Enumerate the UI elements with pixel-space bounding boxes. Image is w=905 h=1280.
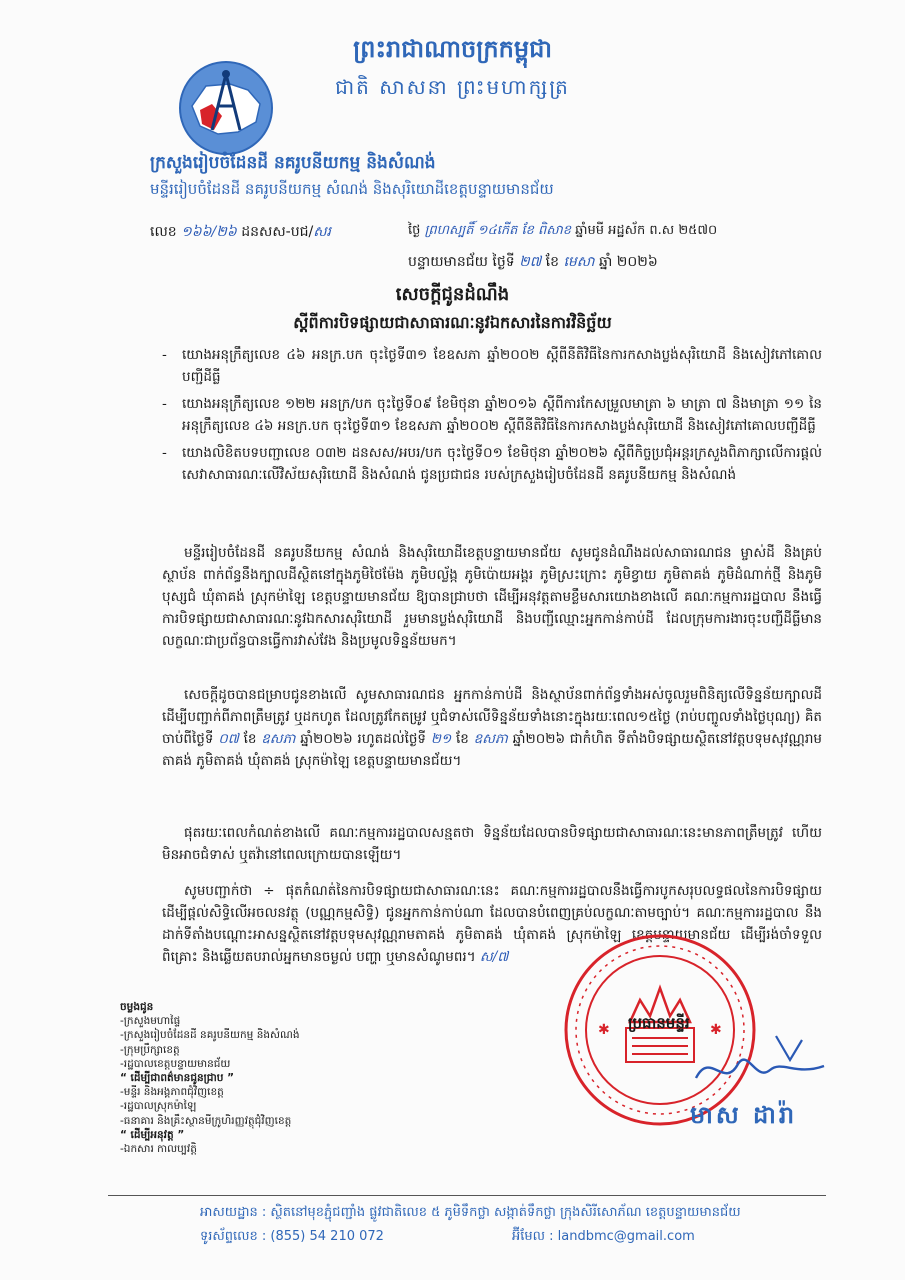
paragraph-notice: មន្ទីររៀបចំដែនដី នគរូបនីយកម្ម សំណង់ និងសុរិយោដីខេត្តបន្ទាយមានជ័យ សូមជូនដំណឹងដល់សាធារណជន ម្ចាស់ដី និងគ្រប់ស្ថាប័ន ពាក់ព័ន្ធនឹងក្បាលដីស្ថិតនៅក្នុងភូមិថៃម៉ែង ភូមិបល្ល័ង្ក ភូមិប៉ោយអង្គរ ភូមិស្រះក្រោះ ភូមិខ្វាយ ភូមិតាគង់ ភូមិដំណាក់ថ្មី និងភូមិបុស្សជំ ឃុំតាគង់ ស្រុកម៉ាឡៃ ខេត្តបន្ទាយមានជ័យ ឱ្យបានជ្រាបថា ដើម្បីអនុវត្តតាមខ្លឹមសារយោងខាងលើ គណៈកម្មការរដ្ឋបាល នឹងធ្វើការបិទផ្សាយជាសាធារណៈនូវឯកសារសុរិយោដី រួមមានប្លង់សុរិយោដី និងបញ្ជីឈ្មោះអ្នកកាន់កាប់ដី ដែលក្រុមការងារចុះបញ្ជីដីធ្លីមានលក្ខណៈជាប្រព័ន្ធបានធ្វើការវាស់វែង និងប្រមូលទិន្នន័យមក។ bbox=[162, 545, 822, 649]
cc-item: -ធនាគារ និងគ្រឹះស្ថានមីក្រូហិរញ្ញវត្ថុជុំវិញខេត្ត bbox=[120, 1114, 292, 1127]
phone-label: ទូរស័ព្ទលេខ : bbox=[200, 1229, 267, 1244]
email-address: landbmc@gmail.com bbox=[557, 1229, 695, 1244]
p2-month-label-2: ខែ bbox=[455, 731, 469, 747]
signer-title: ប្រធានមន្ទីរ bbox=[628, 1014, 690, 1032]
cc-heading-info: “ ដើម្បីជាពត៌មានជូនជ្រាប ” bbox=[120, 1072, 235, 1085]
reference-item-text: យោងអនុក្រឹត្យលេខ ៤៦ អនក្រ.បក ចុះថ្ងៃទី៣១ ខែឧសភា ឆ្នាំ២០០២ ស្តីពីនីតិវិធីនៃការកសាងប្លង់សុរិយោដី និងសៀវភៅគោលបញ្ជីដីធ្លី bbox=[182, 347, 822, 385]
year-label: ឆ្នាំ ២០២៦ bbox=[599, 254, 658, 270]
signature-flourish bbox=[776, 1036, 802, 1060]
day-handwritten: ២៧ bbox=[519, 254, 542, 270]
place-date bbox=[408, 252, 658, 273]
reference-item: - យោងអនុក្រឹត្យលេខ ៤៦ អនក្រ.បក ចុះថ្ងៃទី៣១ ខែឧសភា ឆ្នាំ២០០២ ស្តីពីនីតិវិធីនៃការកសាងប្លង់សុរិយោដី និងសៀវភៅគោលបញ្ជីដីធ្លី bbox=[162, 347, 822, 385]
logo-compass-head bbox=[222, 70, 230, 78]
p2-end-month: ឧសភា bbox=[473, 731, 508, 747]
phone-number: (855) 54 210 072 bbox=[270, 1229, 384, 1244]
signer-name: មាស ដារ៉ា bbox=[690, 1101, 798, 1129]
cc-item: -ក្រសួងរៀបចំដែនដី នគរូបនីយកម្ម និងសំណង់ bbox=[120, 1029, 300, 1042]
p2-start-day: ០៧ bbox=[218, 731, 239, 747]
department-name: មន្ទីររៀបចំដែនដី នគរូបនីយកម្ម សំណង់ និងសុរិយោដីខេត្តបន្ទាយមានជ័យ bbox=[150, 180, 554, 198]
p2-end-day: ២១ bbox=[430, 731, 452, 747]
address-text: ស្ថិតនៅមុខភ្ជុំជញ្ជាំង ផ្លូវជាតិលេខ ៥ ភូមិទឹកថ្លា សង្កាត់ទឹកថ្លា ក្រុងសិរីសោភ័ណ ខេត្តបន្ទាយមានជ័យ bbox=[270, 1205, 741, 1220]
signature-stroke bbox=[696, 1060, 824, 1078]
document-title: សេចក្តីជូនដំណឹង bbox=[395, 284, 510, 305]
p4-text: សូមបញ្ជាក់ថា ÷ ផុតកំណត់នៃការបិទផ្សាយជាសាធារណៈនេះ គណៈកម្មការរដ្ឋបាលនឹងធ្វើការបូកសរុបលទ្ធផលនៃការបិទផ្សាយ ដើម្បីផ្តល់សិទ្ធិលើអចលនវត្ថុ (បណ្ណកម្មសិទ្ធិ) ជូនអ្នកកាន់កាប់ណា ដែលបានបំពេញគ្រប់លក្ខណៈតាមច្បាប់។ គណៈកម្មការរដ្ឋបាល នឹងដាក់ទីតាំងបណ្តោះអាសន្នស្ថិតនៅវត្តបទុមសុវណ្ណរាមតាគង់ ភូមិតាគង់ ឃុំតាគង់ ស្រុកម៉ាឡៃ ខេត្តបន្ទាយមានជ័យ ដើម្បីរង់ចាំទទួលពិគ្រោះ និងឆ្លើយតបរាល់អ្នកមានចម្ងល់ បញ្ហា ឬមានសំណូមពរ។ bbox=[162, 883, 822, 965]
place-prefix: បន្ទាយមានជ័យ ថ្ងៃទី bbox=[408, 254, 515, 270]
reference-item-text: យោងលិខិតបទបញ្ជាលេខ ០៣២ ដនសស/អបរ/បក ចុះថ្ងៃទី០១ ខែមិថុនា ឆ្នាំ២០២៦ ស្តីពីកិច្ចប្រជុំអន្តរក្រសួងពិភាក្សាលើការផ្តល់សេវាសាធារណៈលើវិស័យសុរិយោដី និងសំណង់ ជូនប្រជាជន របស់ក្រសួងរៀបចំដែនដី នគរូបនីយកម្ម និងសំណង់ bbox=[182, 445, 822, 483]
p2-month-label: ខែ bbox=[243, 731, 257, 747]
footer-address bbox=[200, 1204, 741, 1223]
p2-text-b: ឆ្នាំ២០២៦ ជាកំហិត ទីតាំងបិទផ្សាយស្ថិតនៅវត្តបទុមសុវណ្ណរាមតាគង់ ភូមិតាគង់ ឃុំតាគង់ ស្រុកម៉ាឡៃ ខេត្តបន្ទាយមានជ័យ។ bbox=[162, 731, 822, 769]
national-motto: ជាតិ សាសនា ព្រះមហាក្សត្រ bbox=[335, 75, 570, 99]
address-label: អាសយដ្ឋាន : bbox=[200, 1205, 267, 1220]
reference-item: - យោងអនុក្រឹត្យលេខ ១២២ អនក្រ/បក ចុះថ្ងៃទី០៩ ខែមិថុនា ឆ្នាំ២០១៦ ស្តីពីការកែសម្រួលមាត្រា ៦ មាត្រា ៧ និងមាត្រា ១១ នៃអនុក្រឹត្យលេខ ៤៦ អនក្រ.បក ចុះថ្ងៃទី៣១ ខែឧសភា ឆ្នាំ២០០២ ស្តីពីនីតិវិធីនៃការកសាងប្លង់សុរិយោដី និងសៀវភៅគោលបញ្ជីដីធ្លី bbox=[162, 396, 822, 434]
ref-suffix: ដនសស-បជ/ bbox=[241, 224, 314, 240]
cc-item: -ក្រសួងមហាផ្ទៃ bbox=[120, 1015, 181, 1028]
cc-item: -ឯកសារ កាលប្បវត្តិ bbox=[120, 1143, 197, 1156]
lunar-suffix: ឆ្នាំមមី អដ្ឋស័ក ព.ស ២៥៧០ bbox=[575, 223, 718, 238]
footer-divider bbox=[108, 1195, 826, 1196]
reference-number bbox=[150, 222, 331, 243]
ministry-logo bbox=[178, 60, 274, 156]
ref-number-handwritten: ១៦៦/២៦ bbox=[181, 224, 237, 240]
p2-text-a: សេចក្តីដូចបានជម្រាបជូនខាងលើ សូមសាធារណជន អ្នកកាន់កាប់ដី និងស្ថាប័នពាក់ព័ន្ធទាំងអស់ចូលរួមពិនិត្យលើទិន្នន័យក្បាលដី ដើម្បីបញ្ជាក់ពីភាពត្រឹមត្រូវ ឬដកហូត ដែលត្រូវកែតម្រូវ ឬជំទាស់លើទិន្នន័យទាំងនោះក្នុងរយៈពេល១៥ថ្ងៃ (រាប់បញ្ចូលទាំងថ្ងៃបុណ្យ) គិតចាប់ពីថ្ងៃទី bbox=[162, 687, 822, 747]
reference-item-text: យោងអនុក្រឹត្យលេខ ១២២ អនក្រ/បក ចុះថ្ងៃទី០៩ ខែមិថុនា ឆ្នាំ២០១៦ ស្តីពីការកែសម្រួលមាត្រា ៦ មាត្រា ៧ និងមាត្រា ១១ នៃអនុក្រឹត្យលេខ ៤៦ អនក្រ.បក ចុះថ្ងៃទី៣១ ខែឧសភា ឆ្នាំ២០០២ ស្តីពីនីតិវិធីនៃការកសាងប្លង់សុរិយោដី និងសៀវភៅគោលបញ្ជីដីធ្លី bbox=[182, 396, 822, 434]
seal-star-left: ✱ bbox=[598, 1022, 610, 1038]
cc-heading-implement: “ ដើម្បីអនុវត្ត ” bbox=[120, 1128, 185, 1141]
paragraph-deadline: ផុតរយៈពេលកំណត់ខាងលើ គណៈកម្មការរដ្ឋបាលសន្មតថា ទិន្នន័យដែលបានបិទផ្សាយជាសាធារណៈនេះមានភាពត្រឹមត្រូវ ហើយមិនអាចជំទាស់ ឬតវ៉ានៅពេលក្រោយបានឡើយ។ bbox=[162, 825, 822, 863]
references-list bbox=[162, 344, 822, 491]
kingdom-header: ព្រះរាជាណាចក្រកម្ពុជា bbox=[353, 35, 552, 63]
document-subtitle: ស្តីពីការបិទផ្សាយជាសាធារណៈនូវឯកសារនៃការវិនិច្ឆ័យ bbox=[293, 313, 612, 332]
ref-suffix-handwritten: សរ bbox=[313, 224, 331, 240]
p2-start-month: ឧសភា bbox=[261, 731, 296, 747]
paragraph-inspection-period bbox=[162, 684, 822, 772]
lunar-date bbox=[408, 222, 717, 241]
reference-item: - យោងលិខិតបទបញ្ជាលេខ ០៣២ ដនសស/អបរ/បក ចុះថ្ងៃទី០១ ខែមិថុនា ឆ្នាំ២០២៦ ស្តីពីកិច្ចប្រជុំអន្តរក្រសួងពិភាក្សាលើការផ្តល់សេវាសាធារណៈលើវិស័យសុរិយោដី និងសំណង់ ជូនប្រជាជន របស់ក្រសួងរៀបចំដែនដី នគរូបនីយកម្ម និងសំណង់ bbox=[162, 445, 822, 483]
cc-item: -ក្រុមប្រឹក្សាខេត្ត bbox=[120, 1043, 180, 1056]
cc-item: -មន្ទីរ និងអង្គភាពជុំវិញខេត្ត bbox=[120, 1086, 224, 1099]
ministry-name: ក្រសួងរៀបចំដែនដី នគរូបនីយកម្ម និងសំណង់ bbox=[150, 153, 436, 173]
month-label: ខែ bbox=[545, 254, 559, 270]
footer-phone bbox=[200, 1228, 384, 1247]
lunar-prefix: ថ្ងៃ bbox=[408, 223, 421, 238]
p2-year-to: ឆ្នាំ២០២៦ រហូតដល់ថ្ងៃទី bbox=[300, 731, 426, 747]
p4-handwritten-mark: ស/៧ bbox=[479, 949, 509, 965]
cc-item: -រដ្ឋបាលស្រុកម៉ាឡៃ bbox=[120, 1100, 197, 1113]
ref-prefix: លេខ bbox=[150, 224, 177, 240]
month-handwritten: មេសា bbox=[563, 254, 595, 270]
email-label: អ៊ីមែល : bbox=[512, 1229, 554, 1244]
cc-item: -រដ្ឋបាលខេត្តបន្ទាយមានជ័យ bbox=[120, 1057, 231, 1070]
seal-star-right: ✱ bbox=[710, 1022, 722, 1038]
lunar-handwritten: ព្រហស្បតិ៍ ១៤កើត ខែ ពិសាខ bbox=[424, 223, 571, 238]
carbon-copy-list bbox=[120, 1000, 300, 1156]
cc-heading: ចម្លងជូន bbox=[120, 1001, 154, 1013]
signature bbox=[690, 1030, 830, 1100]
footer-email bbox=[512, 1228, 695, 1247]
